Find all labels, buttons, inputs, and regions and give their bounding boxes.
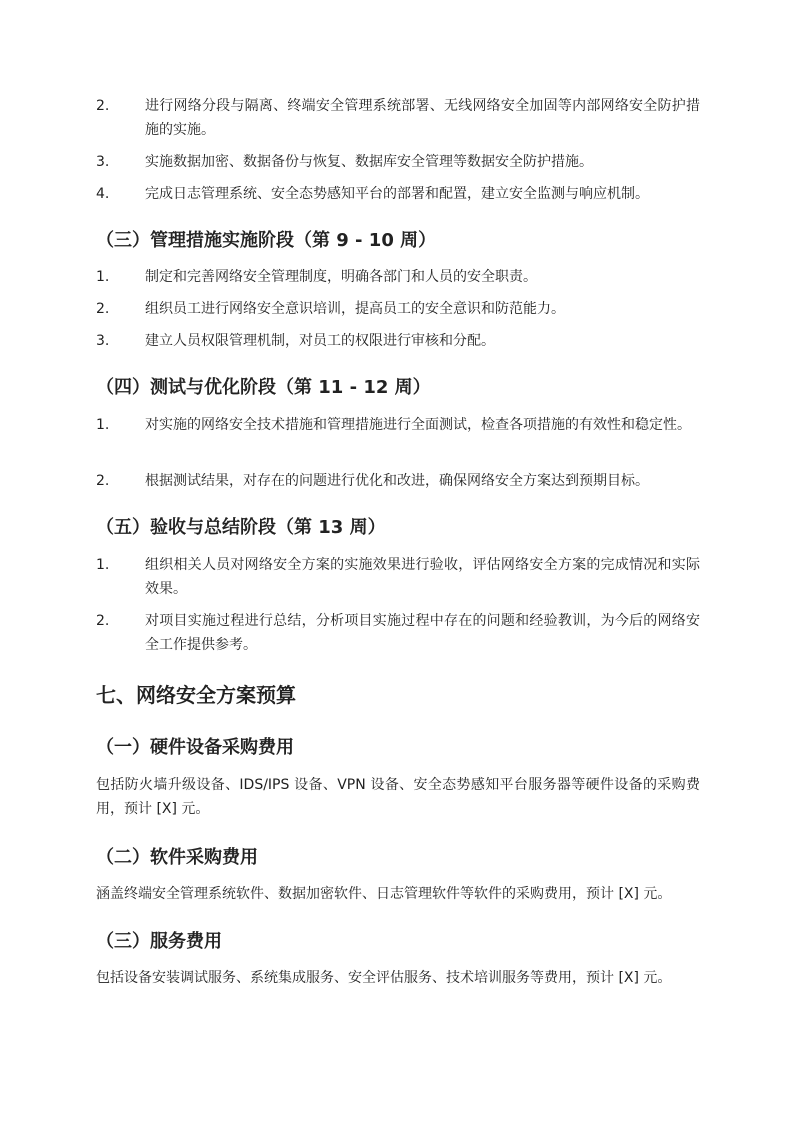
list-number: 4. xyxy=(96,186,110,202)
section-heading-hardware: （一）硬件设备采购费用 xyxy=(96,737,294,758)
list-number: 2. xyxy=(96,98,110,114)
paragraph-software: 涵盖终端安全管理系统软件、数据加密软件、日志管理软件等软件的采购费用，预计 [X] 元。 xyxy=(96,886,672,902)
section-heading-testing-phase: （四）测试与优化阶段（第 11 - 12 周） xyxy=(96,377,431,398)
list-number: 2. xyxy=(96,473,110,489)
section-heading-management-phase: （三）管理措施实施阶段（第 9 - 10 周） xyxy=(96,230,437,251)
list-text: 组织相关人员对网络安全方案的实施效果进行验收，评估网络安全方案的完成情况和实际效果。 xyxy=(145,557,700,597)
paragraph-services: 包括设备安装调试服务、系统集成服务、安全评估服务、技术培训服务等费用，预计 [X] 元。 xyxy=(96,970,672,986)
list-text: 进行网络分段与隔离、终端安全管理系统部署、无线网络安全加固等内部网络安全防护措施的实施。 xyxy=(145,98,700,138)
list-text: 对项目实施过程进行总结，分析项目实施过程中存在的问题和经验教训，为今后的网络安全工作提供参考。 xyxy=(145,613,700,653)
list-number: 2. xyxy=(96,613,110,629)
list-number: 3. xyxy=(96,154,110,170)
paragraph-hardware: 包括防火墙升级设备、IDS/IPS 设备、VPN 设备、安全态势感知平台服务器等硬件设备的采购费用，预计 [X] 元。 xyxy=(96,777,700,817)
list-number: 1. xyxy=(96,269,110,285)
list-text: 组织员工进行网络安全意识培训，提高员工的安全意识和防范能力。 xyxy=(145,301,565,317)
list-text: 根据测试结果，对存在的问题进行优化和改进，确保网络安全方案达到预期目标。 xyxy=(145,473,649,489)
list-text: 完成日志管理系统、安全态势感知平台的部署和配置，建立安全监测与响应机制。 xyxy=(145,186,649,202)
list-text: 制定和完善网络安全管理制度，明确各部门和人员的安全职责。 xyxy=(145,269,537,285)
list-text: 对实施的网络安全技术措施和管理措施进行全面测试，检查各项措施的有效性和稳定性。 xyxy=(145,417,691,433)
list-text: 建立人员权限管理机制，对员工的权限进行审核和分配。 xyxy=(145,333,495,349)
list-text: 实施数据加密、数据备份与恢复、数据库安全管理等数据安全防护措施。 xyxy=(145,154,593,170)
chapter-heading-budget: 七、网络安全方案预算 xyxy=(96,683,296,707)
list-number: 2. xyxy=(96,301,110,317)
list-number: 3. xyxy=(96,333,110,349)
list-number: 1. xyxy=(96,557,110,573)
section-heading-software: （二）软件采购费用 xyxy=(96,847,258,868)
list-number: 1. xyxy=(96,417,110,433)
section-heading-acceptance-phase: （五）验收与总结阶段（第 13 周） xyxy=(96,517,386,538)
section-heading-services: （三）服务费用 xyxy=(96,931,222,952)
